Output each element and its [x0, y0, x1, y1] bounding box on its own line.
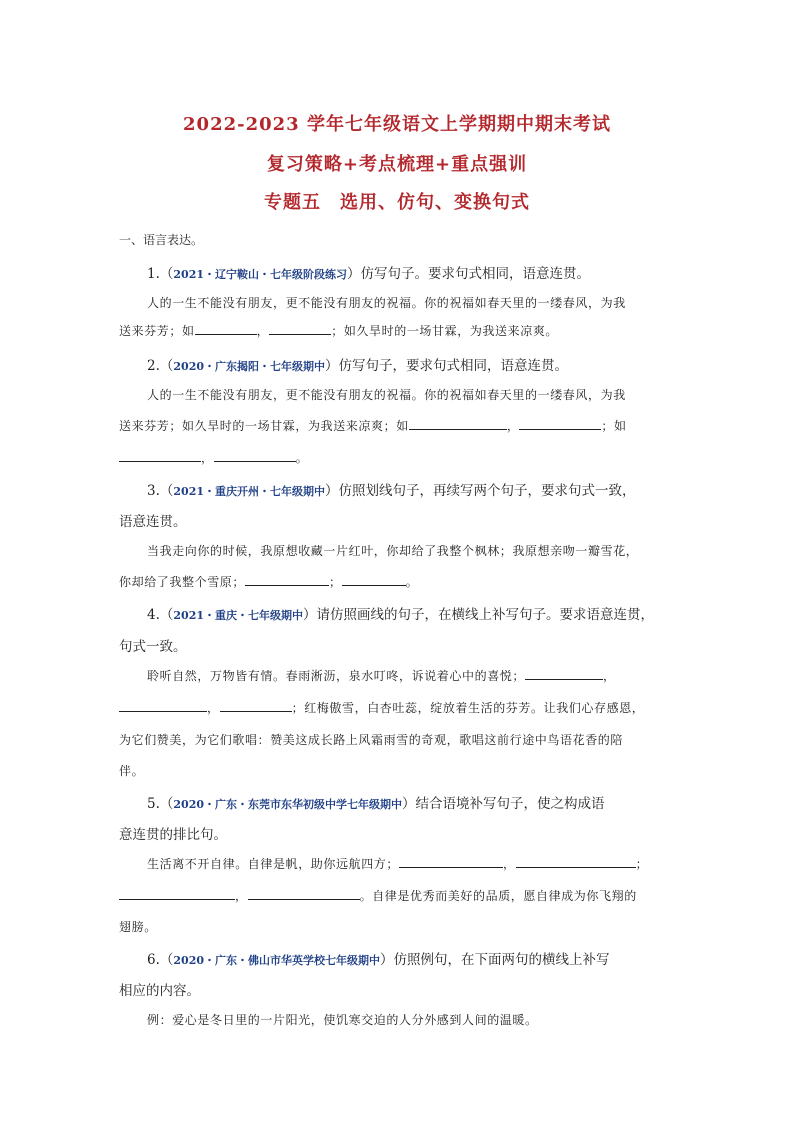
text-fragment: 2.（ [147, 358, 174, 374]
question-source: 2020・广东・佛山市华英学校七年级期中 [173, 954, 381, 967]
answer-blank [519, 417, 601, 430]
text-fragment: 聆听自然，万物皆有情。春雨淅沥，泉水叮咚，诉说着心中的喜悦； [147, 669, 526, 683]
text-fragment: 6.（ [147, 952, 174, 968]
answer-blank [119, 449, 201, 462]
text-fragment: ， [201, 451, 214, 465]
question-4-text [147, 667, 616, 684]
question-5-header [147, 792, 605, 812]
question-source: 2020・广东揭阳・七年级期中 [173, 360, 326, 373]
text-fragment: ， [235, 889, 248, 903]
text-fragment: ）结合语境补写句子，使之构成语 [402, 796, 605, 812]
text-fragment: ）请仿照画线的句子，在横线上补写句子。要求语意连贯， [303, 607, 655, 623]
text-fragment: 送来芬芳；如久旱时的一场甘霖，为我送来凉爽；如 [119, 419, 409, 433]
answer-blank [342, 573, 406, 586]
text-fragment: 1.（ [147, 266, 174, 282]
question-5-text [119, 887, 637, 904]
answer-blank [525, 667, 603, 680]
text-fragment: ； [329, 575, 342, 589]
doc-title: 2022-2023 学年七年级语文上学期期中期末考试 [183, 114, 611, 135]
answer-blank [119, 699, 207, 712]
question-2-text: 人的一生不能没有朋友，更不能没有朋友的祝福。你的祝福如春天里的一缕春风，为我 [147, 388, 626, 402]
text-fragment: ， [506, 419, 520, 433]
text-fragment: ）仿写句子，要求句式相同，语意连贯。 [325, 358, 569, 374]
text-fragment: 。 [295, 451, 309, 465]
question-2-text [119, 449, 308, 466]
text-fragment: 4.（ [147, 607, 174, 623]
question-6-header-cont: 相应的内容。 [119, 983, 200, 999]
question-3-text [119, 573, 418, 590]
answer-blank [248, 887, 360, 900]
question-source: 2021・辽宁鞍山・七年级阶段练习 [173, 268, 348, 281]
question-6-header [147, 948, 610, 968]
text-fragment: 生活离不开自律。自律是帆，助你远航四方； [147, 857, 400, 871]
text-fragment: 送来芬芳；如 [119, 324, 195, 338]
question-source: 2020・广东・东莞市东华初级中学七年级期中 [173, 798, 403, 811]
answer-blank [269, 322, 331, 335]
text-fragment: ， [503, 857, 516, 871]
doc-subtitle: 复习策略+考点梳理+重点强训 [266, 154, 528, 175]
question-1-header [147, 262, 590, 282]
question-5-text: 翅膀。 [119, 920, 157, 934]
question-4-text: 伴。 [119, 764, 145, 778]
question-4-header [147, 603, 654, 623]
text-fragment: 。 [405, 575, 419, 589]
text-fragment: ， [256, 324, 270, 338]
answer-blank [516, 855, 636, 868]
text-fragment: 5.（ [147, 796, 174, 812]
text-fragment: ；如久旱时的一场甘霖，为我送来凉爽。 [331, 324, 559, 338]
text-fragment: 。自律是优秀而美好的品质，愿自律成为你飞翔的 [359, 889, 637, 903]
text-fragment: ； [635, 857, 649, 871]
topic-title: 专题五 选用、仿句、变换句式 [264, 192, 530, 213]
question-source: 2021・重庆开州・七年级期中 [173, 485, 326, 498]
question-3-header [147, 479, 636, 499]
text-fragment: 3.（ [147, 483, 174, 499]
text-fragment: ）仿照划线句子，再续写两个句子，要求句式一致， [325, 483, 636, 499]
answer-blank [119, 887, 235, 900]
text-fragment: ， [207, 701, 220, 715]
answer-blank [220, 699, 292, 712]
text-fragment: ， [603, 669, 616, 683]
text-fragment: ）仿写句子。要求句式相同，语意连贯。 [347, 266, 591, 282]
question-6-example: 例：爱心是冬日里的一片阳光，使饥寒交迫的人分外感到人间的温暖。 [147, 1013, 538, 1027]
text-fragment: 你却给了我整个雪原； [119, 575, 246, 589]
question-1-text: 人的一生不能没有朋友，更不能没有朋友的祝福。你的祝福如春天里的一缕春风，为我 [147, 296, 626, 310]
answer-blank [399, 855, 503, 868]
question-5-header-cont: 意连贯的排比句。 [119, 827, 227, 843]
question-1-text [119, 322, 558, 339]
answer-blank [195, 322, 257, 335]
question-3-header-cont: 语意连贯。 [119, 514, 187, 530]
question-4-text [119, 699, 644, 716]
question-3-text: 当我走向你的时候，我原想收藏一片红叶，你却给了我整个枫林；我原想亲吻一瓣雪花， [147, 544, 639, 558]
answer-blank [409, 417, 507, 430]
answer-blank [214, 449, 296, 462]
text-fragment: ）仿照例句，在下面两句的横线上补写 [380, 952, 610, 968]
text-fragment: ；红梅傲雪，白杏吐蕊，绽放着生活的芬芳。让我们心存感恩， [291, 701, 645, 715]
question-4-header-cont: 句式一致。 [119, 639, 187, 655]
question-5-text [147, 855, 648, 872]
question-source: 2021・重庆・七年级期中 [173, 609, 304, 622]
question-2-header [147, 354, 568, 374]
text-fragment: ；如 [601, 419, 627, 433]
answer-blank [245, 573, 329, 586]
question-2-text [119, 417, 627, 434]
section-heading: 一、语言表达。 [119, 233, 204, 247]
question-4-text: 为它们赞美，为它们歌唱：赞美这成长路上风霜雨雪的奇观，歌唱这前行途中鸟语花香的陪 [119, 733, 624, 747]
